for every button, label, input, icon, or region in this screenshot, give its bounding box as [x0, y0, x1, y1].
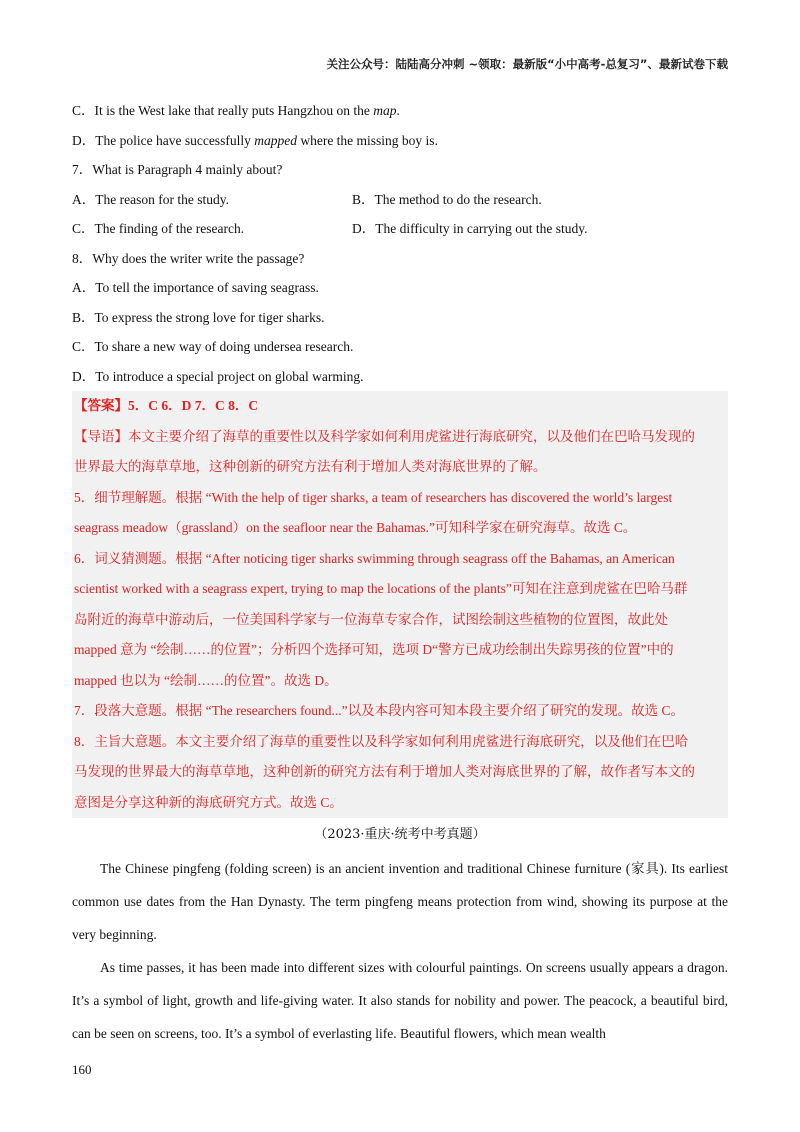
- explain-8-line-2: 马发现的世界最大的海草草地，这种创新的研究方法有利于增加人类对海底世界的了解，故作者写本文的: [74, 764, 695, 779]
- question-8-stem: 8．Why does the writer write the passage?: [72, 250, 305, 266]
- option-8b: B．To express the strong love for tiger sharks.: [72, 309, 325, 325]
- explain-6-line-5: mapped 也以为 “绘制……的位置”。故选 D。: [74, 672, 338, 688]
- explain-6-line-2: scientist worked with a seagrass expert, trying to map the locations of the plants”可知在注意到虎鲨在巴哈马群: [74, 581, 688, 596]
- page-header: 关注公众号：陆陆高分冲刺 ~领取：最新版“小中高考-总复习”、最新试卷下载: [326, 57, 728, 71]
- explain-6-line-3: 岛附近的海草中游动后，一位美国科学家与一位海草专家合作，试图绘制这些植物的位置图，故此处: [74, 611, 668, 627]
- option-8c: C．To share a new way of doing undersea research.: [72, 339, 354, 354]
- passage-paragraph-1: The Chinese pingfeng (folding screen) is an ancient invention and traditional Chinese furniture (家具). Its earliest common use dates from the Han Dynasty. The term pingfeng means protection from wind, showing its purpose at the very beginning.: [72, 861, 728, 942]
- explain-6-line-4: mapped 意为 “绘制……的位置”；分析四个选择可知，选项 D“警方已成功绘制出失踪男孩的位置”中的: [74, 642, 674, 657]
- option-7c: C．The finding of the research.: [72, 221, 245, 236]
- option-6d: D．The police have successfully mapped where the missing boy is.: [72, 132, 438, 148]
- guide-line-2: 世界最大的海草草地，这种创新的研究方法有利于增加人类对海底世界的了解。: [74, 459, 547, 474]
- source-label: （2023·重庆·统考中考真题）: [314, 827, 486, 842]
- option-8a: A．To tell the importance of saving seagrass.: [72, 280, 319, 295]
- explain-5-line-2: seagrass meadow（grassland）on the seafloor near the Bahamas.”可知科学家在研究海草。故选 C。: [74, 520, 637, 535]
- answer-key: 【答案】5．C 6．D 7．C 8．C: [74, 398, 259, 413]
- page-content: [72, 96, 728, 1050]
- explain-8-line-3: 意图是分享这种新的海底研究方式。故选 C。: [74, 794, 343, 810]
- option-7b: B．The method to do the research.: [352, 191, 542, 207]
- answer-block: [72, 391, 728, 818]
- option-6c: C．It is the West lake that really puts Hangzhou on the map.: [72, 103, 400, 118]
- explain-6-line-1: 6．词义猜测题。根据 “After noticing tiger sharks swimming through seagrass off the Bahamas, an American: [74, 550, 675, 566]
- explain-7-line-1: 7．段落大意题。根据 “The researchers found...”以及本段内容可知本段主要介绍了研究的发现。故选 C。: [74, 703, 685, 718]
- question-7-options-ab: [72, 185, 728, 215]
- explain-5-line-1: 5．细节理解题。根据 “With the help of tiger sharks, a team of researchers has discovered the world’s largest: [74, 489, 673, 505]
- option-7a: A．The reason for the study.: [72, 191, 229, 207]
- explain-8-line-1: 8．主旨大意题。本文主要介绍了海草的重要性以及科学家如何利用虎鲨进行海底研究，以及他们在巴哈: [74, 733, 689, 749]
- guide-line-1: 【导语】本文主要介绍了海草的重要性以及科学家如何利用虎鲨进行海底研究，以及他们在巴哈马发现的: [74, 428, 695, 444]
- question-7-stem: 7．What is Paragraph 4 mainly about?: [72, 162, 283, 177]
- passage-paragraph-2: As time passes, it has been made into different sizes with colourful paintings. On screens usually appears a dragon. It’s a symbol of light, growth and life-giving water. It also stands for nobility and power. The peacock, a beautiful bird, can be seen on screens, too. It’s a symbol of everlasting life. Beautiful flowers, which mean wealth: [72, 960, 728, 1041]
- option-7d: D．The difficulty in carrying out the study.: [352, 221, 588, 236]
- page-number: 160: [72, 1062, 92, 1077]
- option-8d: D．To introduce a special project on global warming.: [72, 368, 364, 384]
- question-7-options-cd: [72, 214, 728, 244]
